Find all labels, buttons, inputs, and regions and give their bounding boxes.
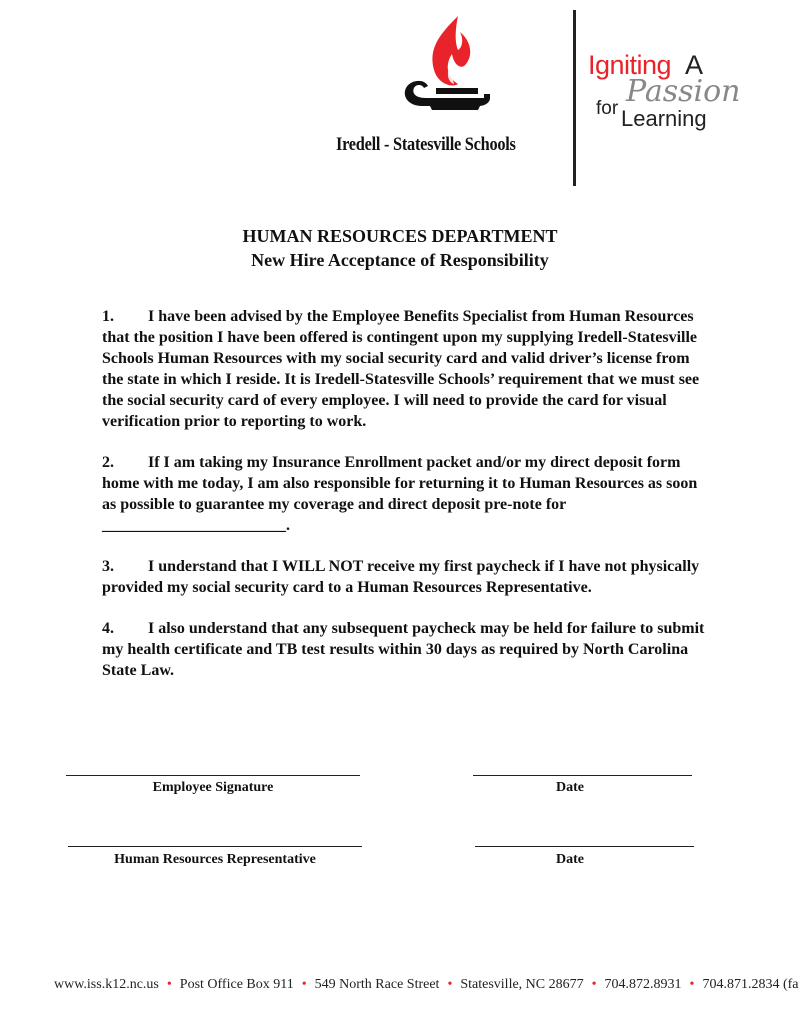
date-label-2: Date (556, 852, 584, 867)
item-number: 3. (102, 558, 114, 575)
date-line-1[interactable] (473, 775, 692, 776)
footer-website[interactable]: www.iss.k12.nc.us (54, 977, 159, 992)
bullet-icon: • (301, 977, 307, 992)
footer-city: Statesville, NC 28677 (460, 977, 584, 992)
tagline-passion: Passion (626, 74, 741, 109)
form-title: New Hire Acceptance of Responsibility (251, 250, 549, 270)
list-item (102, 452, 710, 536)
list-item (102, 306, 710, 432)
footer-fax: 704.871.2834 (fa (702, 977, 799, 992)
item-text: I have been advised by the Employee Benefits Specialist from Human Resources that the position I have been offered is contingent upon my supplying Iredell-Statesville Schools Human Resources with my social security card and valid driver’s license from the state in which I reside. It is Iredell-Statesville Schools’ requirement that we must see the social security card of every employee. I will need to provide the card for visual verification prior to reporting to work. (102, 308, 700, 430)
tagline-logo (588, 50, 770, 140)
item-number: 1. (102, 308, 114, 325)
list-item (102, 556, 710, 598)
department-title: HUMAN RESOURCES DEPARTMENT (242, 226, 558, 246)
footer-contact (54, 977, 798, 993)
item-text: If I am taking my Insurance Enrollment packet and/or my direct deposit form home with me today, I am also responsible for returning it to Human Resources as soon as possible to guarantee my coverage and direct deposit pre-note for _______________________. (102, 454, 698, 534)
footer-street: 549 North Race Street (314, 977, 440, 992)
date-label-1: Date (556, 780, 584, 795)
footer-po-box: Post Office Box 911 (179, 977, 294, 992)
bullet-icon: • (447, 977, 453, 992)
item-text: I understand that I WILL NOT receive my first paycheck if I have not physically provided my social security card to a Human Resources Representative. (102, 558, 700, 596)
tagline-a: A (685, 50, 704, 80)
employee-signature-line[interactable] (66, 775, 360, 776)
item-number: 2. (102, 454, 114, 471)
tagline-learning: Learning (621, 106, 707, 131)
tagline-for: for (596, 98, 619, 119)
bullet-icon: • (166, 977, 172, 992)
header-divider (573, 10, 576, 186)
school-name: Iredell - Statesville Schools (336, 134, 516, 155)
hr-signature-line[interactable] (68, 846, 362, 847)
date-line-2[interactable] (475, 846, 694, 847)
item-number: 4. (102, 620, 114, 637)
lamp-flame-icon (400, 14, 496, 122)
responsibility-list (102, 306, 710, 701)
school-logo (330, 14, 570, 154)
item-text: I also understand that any subsequent paycheck may be held for failure to submit my health certificate and TB test results within 30 days as required by North Carolina State Law. (102, 620, 705, 679)
list-item (102, 618, 710, 681)
employee-signature-label: Employee Signature (152, 780, 274, 795)
footer-phone: 704.872.8931 (604, 977, 682, 992)
bullet-icon: • (591, 977, 597, 992)
tagline-igniting: Igniting (588, 50, 672, 80)
hr-signature-label: Human Resources Representative (114, 852, 316, 867)
bullet-icon: • (689, 977, 695, 992)
